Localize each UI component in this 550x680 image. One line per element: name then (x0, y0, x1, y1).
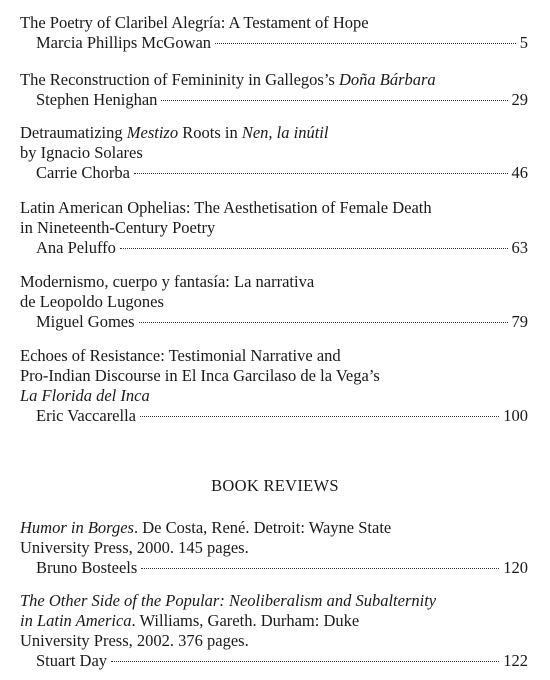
page-number: 29 (511, 90, 528, 109)
page-number: 46 (511, 163, 528, 182)
article-title-text: Roots in (178, 123, 242, 142)
dot-leader (140, 416, 499, 417)
dot-leader (120, 248, 508, 249)
author-line (20, 312, 528, 332)
reviewer-line (20, 558, 528, 578)
review-entry (20, 591, 528, 671)
article-title-continued (20, 386, 528, 406)
author-line (20, 238, 528, 258)
author-name: Stephen Henighan (36, 90, 158, 109)
dot-leader (141, 568, 499, 569)
toc-entry (20, 70, 528, 110)
page-number: 79 (511, 312, 528, 331)
article-title: Latin American Ophelias: The Aesthetisation of Female Death (20, 198, 432, 217)
article-title-italic: La Florida del Inca (20, 386, 150, 405)
article-title-continued: Pro-Indian Discourse in El Inca Garcilaso de la Vega’s (20, 366, 380, 385)
article-title-text: The Reconstruction of Femininity in Gallegos’s (20, 70, 339, 89)
toc-entry (20, 346, 528, 426)
author-line (20, 406, 528, 426)
book-title: The Other Side of the Popular: Neoliberalism and Subalternity (20, 591, 437, 610)
article-title-italic: Doña Bárbara (338, 70, 436, 89)
article-title: Modernismo, cuerpo y fantasía: La narrativa (20, 272, 315, 291)
author-line (20, 90, 528, 110)
reviewer-name: Stuart Day (36, 651, 108, 670)
article-title (20, 123, 528, 143)
article-title: The Poetry of Claribel Alegría: A Testament of Hope (20, 13, 369, 32)
review-citation-continued (20, 611, 528, 631)
article-title-text: Detraumatizing (20, 123, 127, 142)
dot-leader (139, 322, 508, 323)
article-title: Echoes of Resistance: Testimonial Narrative and (20, 346, 341, 365)
toc-entry (20, 123, 528, 183)
dot-leader (134, 173, 508, 174)
article-title-italic: Nen, la inútil (241, 123, 329, 142)
review-citation-continued: University Press, 2002. 376 pages. (20, 631, 249, 650)
author-line (20, 33, 528, 53)
article-title (20, 70, 528, 90)
page-number: 100 (503, 406, 528, 425)
review-citation (20, 591, 528, 611)
article-title-continued: in Nineteenth-Century Poetry (20, 218, 216, 237)
reviewer-line (20, 651, 528, 671)
toc-entry (20, 13, 528, 53)
page-number: 122 (503, 651, 528, 670)
reviewer-name: Bruno Bosteels (36, 558, 138, 577)
page-number: 63 (511, 238, 528, 257)
book-title: in Latin America (20, 611, 132, 630)
page-number: 120 (503, 558, 528, 577)
citation-text: . De Costa, René. Detroit: Wayne State (133, 518, 392, 537)
article-title-continued: de Leopoldo Lugones (20, 292, 164, 311)
toc-entry (20, 198, 528, 258)
dot-leader (111, 661, 499, 662)
dot-leader (215, 43, 516, 44)
dot-leader (161, 100, 507, 101)
review-citation (20, 518, 528, 538)
book-title: Humor in Borges (20, 518, 134, 537)
section-heading: BOOK REVIEWS (211, 476, 339, 495)
article-title-continued: by Ignacio Solares (20, 143, 143, 162)
author-name: Carrie Chorba (36, 163, 130, 182)
author-name: Ana Peluffo (36, 238, 116, 257)
review-entry (20, 518, 528, 578)
author-name: Eric Vaccarella (36, 406, 136, 425)
author-name: Miguel Gomes (36, 312, 135, 331)
review-citation-continued: University Press, 2000. 145 pages. (20, 538, 249, 557)
author-line (20, 163, 528, 183)
toc-entry (20, 272, 528, 332)
page-number: 5 (519, 33, 528, 52)
article-title-italic: Mestizo (126, 123, 179, 142)
author-name: Marcia Phillips McGowan (36, 33, 212, 52)
citation-text: . Williams, Gareth. Durham: Duke (131, 611, 360, 630)
